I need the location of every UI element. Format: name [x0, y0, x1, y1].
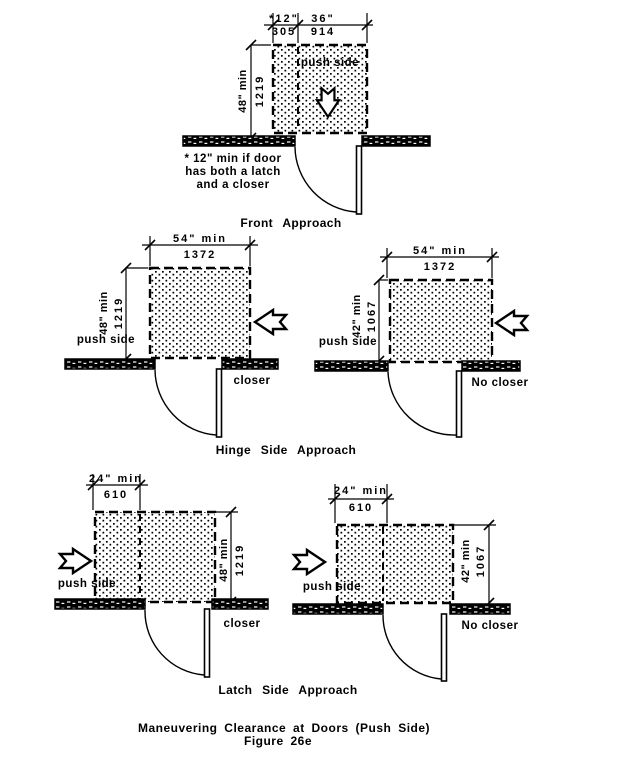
latch-closer-wall-left	[55, 599, 145, 609]
front-approach-caption: Front Approach	[240, 216, 342, 230]
front-dim-914mm-label: 914	[310, 26, 336, 38]
hinge-no-closer-wall-right	[462, 361, 520, 371]
front-wall-left	[183, 136, 295, 146]
latch-no-closer-dim-610mm-label: 610	[348, 502, 374, 514]
latch-closer-door-swing-arc	[145, 610, 204, 675]
hinge-closer-dim-1219mm-label: 1219	[113, 296, 125, 330]
latch-no-closer-push-side-label: push side	[302, 581, 362, 593]
front-door-panel	[357, 146, 362, 214]
hinge-closer-approach-arrow-icon	[255, 310, 286, 334]
latch-closer-closer-label: closer	[223, 618, 261, 630]
latch-no-closer-door-swing-arc	[383, 615, 441, 679]
hinge-closer-door-panel	[217, 369, 222, 437]
latch-closer-push-side-label: push side	[57, 578, 117, 590]
hinge-closer-wall-right	[222, 359, 278, 369]
latch-no-closer-approach-arrow-icon	[294, 550, 325, 574]
front-note-line3: and a closer	[196, 179, 270, 191]
hinge-closer-dim-1372mm-label: 1372	[183, 249, 217, 261]
latch-closer-approach-arrow-icon	[60, 549, 91, 573]
hinge-closer-clearance-area	[150, 268, 250, 358]
figure-number: Figure 26e	[243, 734, 313, 748]
hinge-closer-push-side-label: push side	[76, 334, 136, 346]
hinge-closer-closer-label: closer	[233, 375, 271, 387]
front-note-line2: has both a latch	[185, 166, 281, 178]
front-push-side-label: push side	[300, 57, 360, 69]
front-dim-305mm-label: 305	[271, 26, 297, 38]
latch-no-closer-label: No closer	[461, 620, 519, 632]
latch-closer-dim-1219mm-label: 1219	[234, 543, 246, 577]
figure-title: Maneuvering Clearance at Doors (Push Side)	[137, 721, 431, 735]
hinge-no-closer-dim-54in-label: 54" min	[412, 245, 468, 257]
hinge-no-closer-approach-arrow-icon	[496, 311, 527, 335]
latch-closer-dim-24in-label: 24" min	[88, 473, 144, 485]
latch-closer-dim-610mm-label: 610	[103, 489, 129, 501]
hinge-closer-door-swing-arc	[155, 370, 216, 435]
hinge-no-closer-door-panel	[457, 371, 462, 437]
hinge-side-approach-caption: Hinge Side Approach	[215, 443, 357, 457]
hinge-closer-dim-54in-label: 54" min	[172, 233, 228, 245]
latch-side-approach-caption: Latch Side Approach	[218, 683, 358, 697]
hinge-no-closer-dim-1372mm-label: 1372	[423, 261, 457, 273]
latch-closer-door-panel	[205, 609, 210, 677]
hinge-no-closer-label: No closer	[471, 377, 529, 389]
front-note-line1: * 12" min if door	[184, 153, 282, 165]
front-dim-12in-label: *12"	[269, 13, 299, 25]
front-dim-1219mm-label: 1219	[254, 74, 266, 108]
hinge-no-closer-push-side-label: push side	[318, 336, 378, 348]
hinge-closer-vertical-dimension	[121, 263, 148, 364]
front-wall-right	[362, 136, 430, 146]
latch-no-closer-door-panel	[442, 614, 447, 681]
hinge-no-closer-clearance-area	[390, 280, 492, 362]
front-dim-36in-label: 36"	[311, 13, 335, 25]
latch-no-closer-wall-right	[450, 604, 510, 614]
latch-closer-wall-right	[212, 599, 268, 609]
hinge-no-closer-wall-left	[315, 361, 388, 371]
latch-no-closer-wall-left	[293, 604, 383, 614]
hinge-no-closer-dim-1067mm-label: 1067	[366, 299, 378, 333]
front-door-swing-arc	[295, 147, 356, 212]
hinge-no-closer-door-swing-arc	[388, 372, 456, 435]
latch-closer-dim-48in-label: 48" min	[218, 538, 230, 582]
hinge-closer-wall-left	[65, 359, 155, 369]
latch-no-closer-dim-1067mm-label: 1067	[475, 544, 487, 578]
hinge-closer-dim-48in-label: 48" min	[98, 291, 110, 335]
hinge-no-closer-dim-42in-label: 42" min	[351, 294, 363, 338]
latch-no-closer-dim-24in-label: 24" min	[333, 485, 389, 497]
front-dim-48in-label: 48" min	[237, 69, 249, 113]
latch-no-closer-dim-42in-label: 42" min	[460, 539, 472, 583]
